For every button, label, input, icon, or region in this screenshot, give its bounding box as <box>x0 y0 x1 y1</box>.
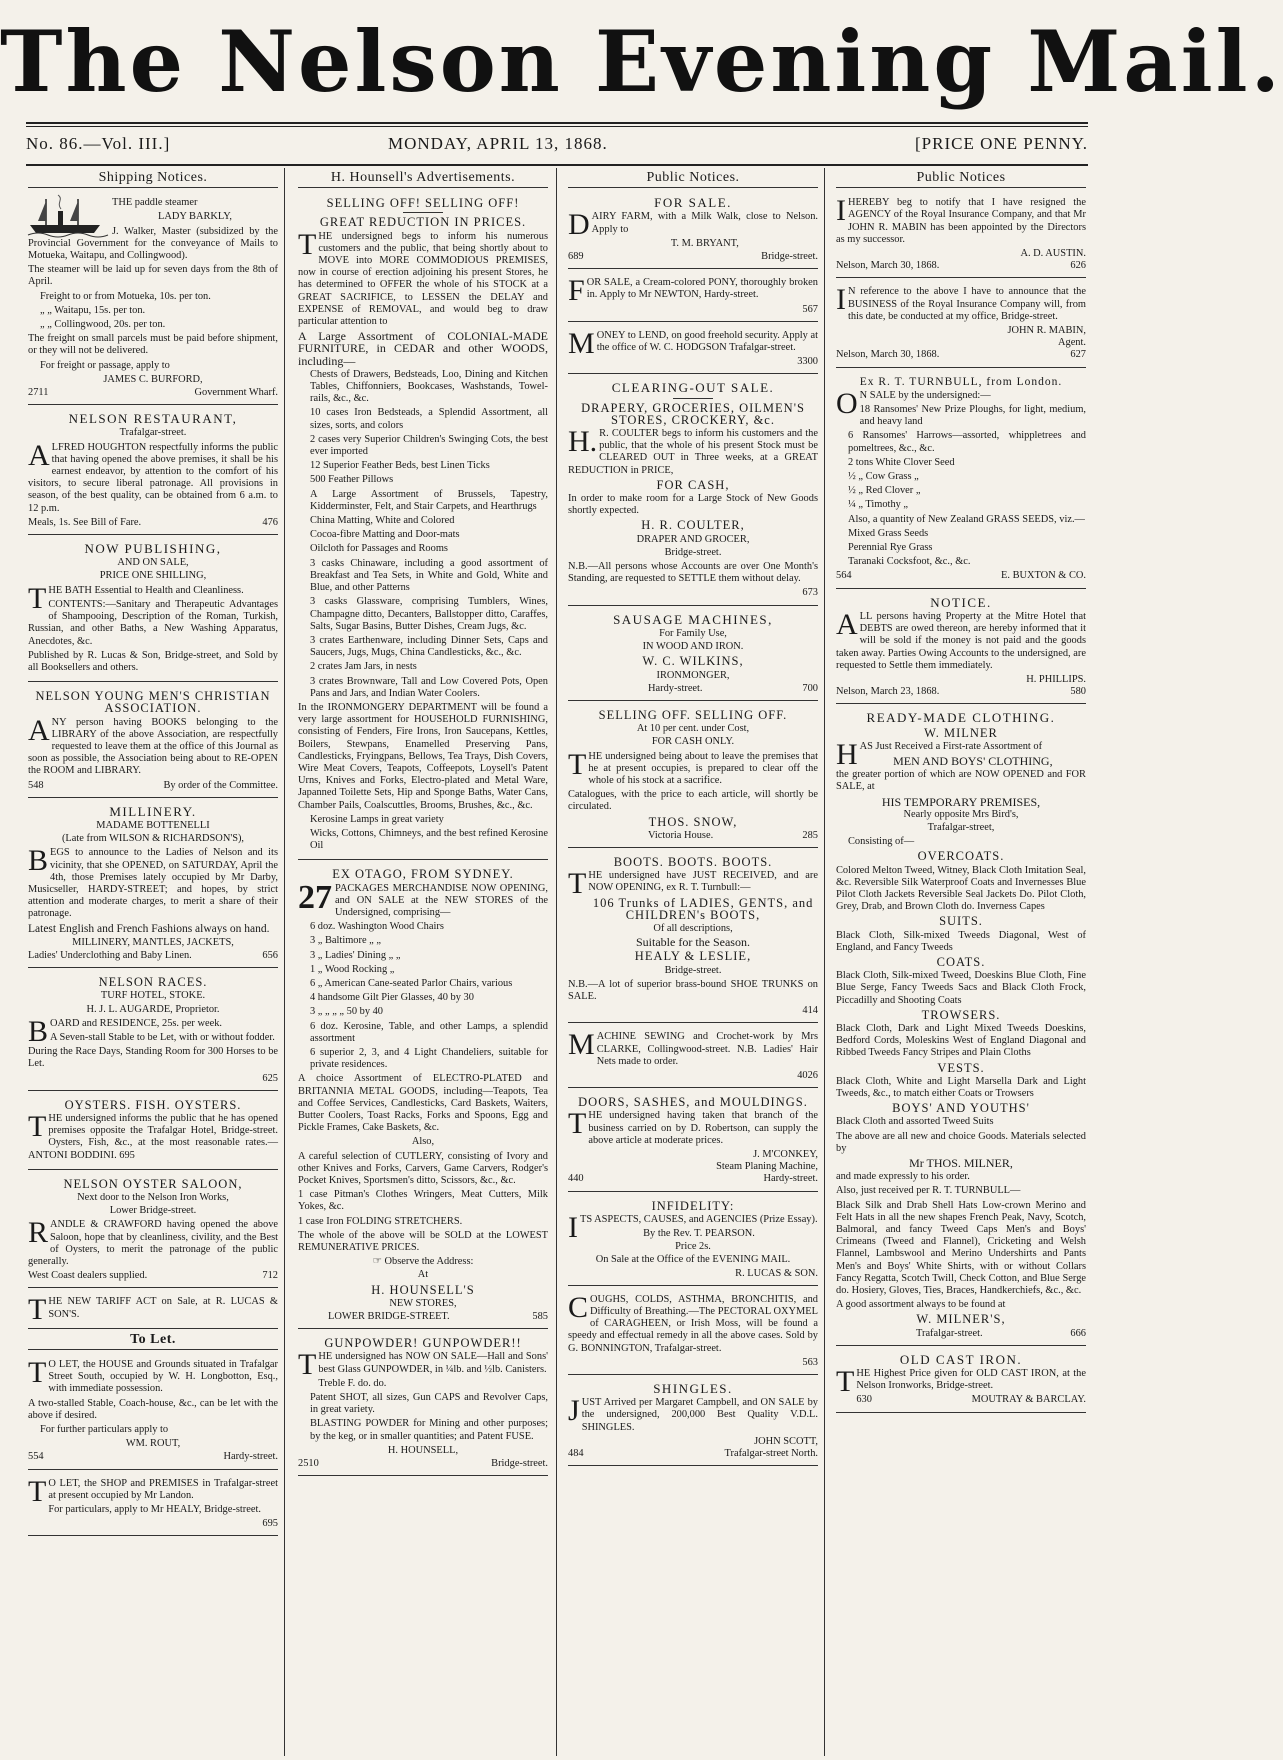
coulter-street: Bridge-street. <box>664 546 722 558</box>
to-let-shop-ad <box>28 1473 278 1537</box>
milner-greater: the greater portion of which are NOW OPENED and FOR SALE, at <box>836 769 1086 793</box>
turnbull-title: Ex R. T. TURNBULL, from London. <box>859 375 1063 388</box>
seed-item: ¼ „ Timothy „ <box>848 499 909 511</box>
wicks: Wicks, Cottons, Chimneys, and the best refined Kerosine Oil <box>310 827 548 852</box>
buxton-name: E. BUXTON & CO. <box>1001 570 1086 582</box>
doors-ad <box>568 1091 818 1191</box>
ymca-body: ANY person having BOOKS belonging to the LIBRARY of the above Association, are respectfully requested to leave them at the office of this Journal as soon as possible, the Association being about to RE-OPEN the ROOM and LIBRARY. <box>28 713 278 777</box>
ship-line: The steamer will be laid up for seven days from the 8th of April. <box>28 264 278 288</box>
coughs-ad <box>568 1289 818 1375</box>
cast-iron-ad <box>836 1349 1086 1413</box>
moutray-name: MOUTRAY & BARCLAY. <box>971 1394 1086 1406</box>
restaurant-ad <box>28 408 278 535</box>
for-sale-title: FOR SALE. <box>654 195 732 211</box>
doors-job: Steam Planing Machine, <box>716 1161 818 1173</box>
races-title: NELSON RACES. <box>98 975 208 990</box>
public-notices-header-2: Public Notices <box>836 170 1086 188</box>
masthead-rule <box>26 122 1088 124</box>
ad-number: 626 <box>1070 260 1086 272</box>
phillips-date: Nelson, March 23, 1868. <box>836 686 940 698</box>
drapery-title: DRAPERY, GROCERIES, OILMEN'S STORES, CROCKERY, &c. <box>581 400 805 427</box>
phillips-name: H. PHILLIPS. <box>1026 673 1086 685</box>
milner-opp: Nearly opposite Mrs Bird's, <box>903 808 1019 820</box>
stock-item: Cocoa-fibre Matting and Door-mats <box>310 529 460 541</box>
ad-number: 695 <box>262 1518 278 1530</box>
seed-item: 18 Ransomes' New Prize Ploughs, for light, medium, and heavy land <box>859 404 1086 428</box>
ad-number: 414 <box>802 1005 818 1017</box>
ad-number: 2510 <box>298 1458 319 1470</box>
publishing-ad <box>28 538 278 682</box>
dairy-ad <box>568 192 818 269</box>
sewing-body: MACHINE SEWING and Crochet-work by Mrs CLARKE, Collingwood-street. N.B. Ladies' Hair Nets made to order. <box>568 1028 818 1067</box>
mabin-date: Nelson, March 30, 1868. <box>836 349 940 361</box>
ad-number: 548 <box>28 779 44 791</box>
mabin-ad <box>836 281 1086 367</box>
ad-number: 3300 <box>797 356 818 368</box>
ad-number: 666 <box>1070 1327 1086 1339</box>
reduction-title: GREAT REDUCTION IN PRICES. <box>319 215 527 230</box>
column-1 <box>28 170 278 1754</box>
column-divider <box>284 168 285 1756</box>
money-ad <box>568 325 818 375</box>
seed-item: ½ „ Cow Grass „ <box>848 471 919 483</box>
snow-house: Victoria House. <box>648 829 714 841</box>
restaurant-body: ALFRED HOUGHTON respectfully informs the public that having opened the above premises, it shall be his earnest endeavor, by attention to the comfort of his visitors, to secure liberal patronage. All provisions in season, of the best quality, can be obtained from 6 a.m. to 12 p.m. <box>28 438 278 514</box>
pony-ad <box>568 272 818 322</box>
saloon-sub: Next door to the Nelson Iron Works, <box>77 1192 229 1204</box>
milner-above: The above are all new and choice Goods. Materials selected by <box>836 1130 1086 1154</box>
austin-date: Nelson, March 30, 1868. <box>836 260 940 272</box>
snow-name: THOS. SNOW, <box>648 814 738 829</box>
coats-title: COATS. <box>936 954 986 969</box>
wilkins-street: Hardy-street. <box>648 682 703 694</box>
selloff-title: SELLING OFF. SELLING OFF. <box>598 707 788 722</box>
races-proprietor: H. J. L. AUGARDE, Proprietor. <box>86 1003 220 1015</box>
ad-number: 285 <box>802 829 818 841</box>
millinery-items: MILLINERY, MANTLES, JACKETS, <box>72 936 234 948</box>
hounsell-address: LOWER BRIDGE-STREET. <box>328 1311 450 1323</box>
scott-name: JOHN SCOTT, <box>754 1435 818 1447</box>
boots-season: Suitable for the Season. <box>636 935 750 950</box>
publishing-sub: AND ON SALE, <box>117 557 189 569</box>
cutlery: A careful selection of CUTLERY, consisting of Ivory and other Knives and Forks, Carvers, Game Carvers, Rodger's Pocket Knives, Sportsmen's ditto, Scissors, &c., &c. <box>298 1150 548 1187</box>
milner-thos: Mr THOS. MILNER, <box>909 1156 1013 1171</box>
oysters-body: THE undersigned informs the public that he has opened premises opposite the Trafalgar Hotel, Bridge-street. Oysters, Fish, &c., at the most reasonable rates.—ANTONI BODDINI. 695 <box>28 1110 278 1161</box>
ad-number: 627 <box>1070 349 1086 361</box>
cash-title: FOR CASH, <box>656 477 730 492</box>
column-divider <box>556 168 557 1756</box>
infidelity-body: ITS ASPECTS, CAUSES, and AGENCIES (Prize Essay). <box>568 1210 818 1244</box>
public-notices-header: Public Notices. <box>568 170 818 188</box>
publishing-publisher: Published by R. Lucas & Son, Bridge-street, and Sold by all Booksellers and others. <box>28 649 278 673</box>
saloon-ad <box>28 1173 278 1289</box>
column-2 <box>298 170 548 1754</box>
selloff-cost: At 10 per cent. under Cost, <box>636 723 750 735</box>
cash-body: In order to make room for a Large Stock of New Goods shortly expected. <box>568 493 818 517</box>
dairy-body: DAIRY FARM, with a Milk Walk, close to Nelson. Apply to <box>568 208 818 242</box>
ad-number: 673 <box>802 587 818 599</box>
gunpowder-ad <box>298 1332 548 1476</box>
stock-item: 3 crates Earthenware, including Dinner Sets, Caps and Saucers, Jugs, Mugs, China Candlesticks, &c., &c. <box>310 634 548 659</box>
milner-name: W. MILNER <box>924 725 998 740</box>
coulter-body: H.R. COULTER begs to inform his customers and the public, that the whole of his present Stock must be CLEARED OUT in Three weeks, at a GREAT REDUCTION in PRICE, <box>568 425 818 476</box>
to-let-house-further: For further particulars apply to <box>40 1424 169 1436</box>
restaurant-street: Trafalgar-street. <box>119 427 187 439</box>
column-4 <box>836 170 1086 1754</box>
vests-title: VESTS. <box>937 1060 985 1075</box>
seed-item: ½ „ Red Clover „ <box>848 485 921 497</box>
saloon-street: Lower Bridge-street. <box>109 1205 197 1217</box>
ship-line: THE paddle steamer <box>112 197 198 209</box>
wringers: 1 case Pitman's Clothes Wringers, Meat Cutters, Milk Yokes, &c. <box>298 1189 548 1213</box>
coulter-ad <box>568 377 818 605</box>
chair-item: 6 superior 2, 3, and 4 Light Chandeliers, suitable for private residences. <box>310 1047 548 1071</box>
stock-item: 3 casks Glassware, comprising Tumblers, Wines, Champagne ditto, Decanters, Ballstopper ditto, Caraffes, Salts, Sugar Basins, Butter Dishes, Cream Jugs, &c. <box>310 596 548 632</box>
sausage-ad <box>568 609 818 701</box>
boots-ad <box>568 851 818 1023</box>
infidelity-price: Price 2s. <box>675 1241 711 1253</box>
ad-number: 484 <box>568 1448 584 1460</box>
races-board: BOARD and RESIDENCE, 25s. per week. <box>28 1014 223 1048</box>
to-let-house-street: Hardy-street. <box>223 1451 278 1463</box>
divider <box>673 398 713 399</box>
gunpowder-line: Treble F. do. do. <box>318 1377 387 1389</box>
oysters-title: OYSTERS. FISH. OYSTERS. <box>64 1097 242 1112</box>
millinery-title: MILLINERY. <box>109 803 197 819</box>
also-label: Also, <box>411 1136 435 1148</box>
ship-line: „ „ Collingwood, 20s. per ton. <box>40 319 166 331</box>
stock-item: Oilcloth for Passages and Rooms <box>310 543 448 555</box>
agency-body: IHEREBY beg to notify that I have resigned the AGENCY of the Royal Insurance Company, and that Mr JOHN R. MABIN has been appointed by the Directors as my successor. <box>836 194 1086 245</box>
shipping-notices-header: Shipping Notices. <box>28 170 278 188</box>
saloon-west: West Coast dealers supplied. <box>28 1270 148 1282</box>
otago-title: EX OTAGO, FROM SYDNEY. <box>332 867 514 882</box>
readymade-title: READY-MADE CLOTHING. <box>866 710 1056 726</box>
milner-men: MEN AND BOYS' CLOTHING, <box>893 753 1053 768</box>
chair-item: 3 „ „ „ „ 50 by 40 <box>310 1006 383 1018</box>
overcoats-title: OVERCOATS. <box>917 849 1005 864</box>
suits-title: SUITS. <box>939 914 983 929</box>
gunpowder-street: Bridge-street. <box>491 1458 548 1470</box>
to-let-house-name: WM. ROUT, <box>125 1438 181 1450</box>
tariff-body: THE NEW TARIFF ACT on Sale, at R. LUCAS & SON'S. <box>28 1293 278 1327</box>
stock-item: 500 Feather Pillows <box>310 474 394 486</box>
stock-item: China Matting, White and Colored <box>310 515 455 527</box>
infidelity-title: INFIDELITY: <box>651 1198 735 1213</box>
millinery-late: (Late from WILSON & RICHARDSON'S), <box>61 833 245 845</box>
ad-number: 630 <box>856 1394 872 1406</box>
stock-item: 10 cases Iron Bedsteads, a Splendid Assortment, all sizes, sorts, and colors <box>310 407 548 431</box>
column-3 <box>568 170 818 1754</box>
ad-number: 554 <box>28 1451 44 1463</box>
ship-line: For freight or passage, apply to <box>40 359 170 371</box>
ad-number: 625 <box>262 1072 278 1084</box>
snow-catalogues: Catalogues, with the price to each article, will shortly be circulated. <box>568 789 818 813</box>
chair-item: 4 handsome Gilt Pier Glasses, 40 by 30 <box>310 992 474 1004</box>
ship-line: The freight on small parcels must be paid before shipment, or they will not be delivered. <box>28 333 278 357</box>
coulter-name: H. R. COULTER, <box>641 518 745 533</box>
at-label: At <box>417 1269 429 1281</box>
hounsell-ad <box>298 192 548 860</box>
sausage-family: For Family Use, <box>659 627 727 639</box>
infidelity-sale: On Sale at the Office of the EVENING MAIL. <box>595 1254 791 1266</box>
stretchers: 1 case Iron FOLDING STRETCHERS. <box>298 1215 463 1227</box>
boots-desc: Of all descriptions, <box>653 922 733 934</box>
wilkins-name: W. C. WILKINS, <box>642 654 744 669</box>
gunpowder-line: BLASTING POWDER for Mining and other purposes; by the keg, or in smaller quantities; and Patent FUSE. <box>310 1418 548 1442</box>
races-ad <box>28 971 278 1091</box>
oldcast-title: OLD CAST IRON. <box>899 1351 1023 1367</box>
chair-item: 3 „ Baltimore „ „ <box>310 935 381 947</box>
issue-number: No. 86.—Vol. III.] <box>26 134 171 153</box>
infidelity-ad <box>568 1195 818 1286</box>
chair-item: 3 „ Ladies' Dining „ „ <box>310 949 401 961</box>
ad-number: 563 <box>802 1356 818 1368</box>
ad-number: 580 <box>1070 686 1086 698</box>
milner-temp: HIS TEMPORARY PREMISES, <box>881 794 1041 809</box>
pony-body: FOR SALE, a Cream-colored PONY, thoroughly broken in. Apply to Mr NEWTON, Hardy-street. <box>568 274 818 308</box>
ship-name: LADY BARKLY, <box>157 211 232 223</box>
stock-item: Chests of Drawers, Bedsteads, Loo, Dining and Kitchen Tables, Chiffonniers, Bookcases, Washstands, Towel-rails, &c., &c. <box>310 368 548 405</box>
trowsers-title: TROWSERS. <box>921 1007 1001 1022</box>
stock-item: 3 casks Chinaware, including a good assortment of Breakfast and Tea Sets, in White and Gold, White and Blue, and other Patterns <box>310 557 548 594</box>
austin-name: A. D. AUSTIN. <box>1020 248 1086 260</box>
otago-ad <box>298 863 548 1329</box>
furniture-heading: A Large Assortment of COLONIAL-MADE FURNITURE, in CEDAR and other WOODS, including— <box>298 329 548 368</box>
stock-item: 12 Superior Feather Beds, best Linen Ticks <box>310 460 490 472</box>
sewing-ad <box>568 1026 818 1088</box>
dairy-street: Bridge-street. <box>761 251 818 263</box>
ironmongery: In the IRONMONGERY DEPARTMENT will be found a very large assortment for HOUSEHOLD FURNISHING, consisting of Fenders, Fire Irons, Iron Saucepans, Kettles, Boilers, Stewpans, Enamelled Preserving Pans, Candlesticks, Fryingpans, Bellows, Tea Trays, Dish Covers, Wire Meat Covers, Teapots, Coffeepots, Loysell's Patent Urns, Knives and Forks, Electro-plated and Metal Ware, Japanned Toilette Sets, Hip and Sponge Baths, Water Cans, Chamber Pails, Coalscuttles, Brooms, Brushes, &c., &c. <box>298 701 548 811</box>
publishing-title: NOW PUBLISHING, <box>84 541 222 557</box>
to-let-house-ad <box>28 1354 278 1470</box>
shingles-body: JUST Arrived per Margaret Campbell, and ON SALE by the undersigned, 200,000 Best Quality V.D.L. SHINGLES. <box>568 1394 818 1433</box>
coulter-job: DRAPER AND GROCER, <box>636 533 750 545</box>
to-let-house-body: TO LET, the HOUSE and Grounds situated in Trafalgar Street South, occupied by W. H. Longbotton, Esq., with immediate possession. <box>28 1356 278 1395</box>
youths-title: BOYS' AND YOUTHS' <box>892 1101 1030 1116</box>
to-let-house-stable: A two-stalled Stable, Coach-house, &c., can be let with the above if desired. <box>28 1397 278 1421</box>
seed-item: 6 Ransomes' Harrows—assorted, whippletrees and pomeltrees, &c., &c. <box>848 430 1086 454</box>
selling-off-title: SELLING OFF! SELLING OFF! <box>326 196 520 211</box>
snow-body: THE undersigned being about to leave the premises that he at present occupies, is prepared to clear off the whole of his stock at a sacrifice. <box>568 747 818 786</box>
oldcast-body: THE Highest Price given for OLD CAST IRON, at the Nelson Ironworks, Bridge-street. <box>836 1365 1086 1399</box>
seed-item: 2 tons White Clover Seed <box>848 456 955 468</box>
notice-title: NOTICE. <box>930 594 992 610</box>
coulter-nb: N.B.—All persons whose Accounts are over One Month's Standing, are requested to SETTLE them without delay. <box>568 561 818 585</box>
money-body: MONEY to LEND, on good freehold security. Apply at the office of W. C. HODGSON Trafalgar-street. <box>568 326 818 360</box>
gunpowder-line: Patent SHOT, all sizes, Gun CAPS and Revolver Caps, in great variety. <box>310 1392 548 1416</box>
stock-item: 2 cases very Superior Children's Swinging Cots, the best ever imported <box>310 433 548 458</box>
seed-item: Also, a quantity of New Zealand GRASS SEEDS, viz.— <box>848 513 1085 525</box>
healy-name: HEALY & LESLIE, <box>634 949 752 964</box>
whole-sold: The whole of the above will be SOLD at the LOWEST REMUNERATIVE PRICES. <box>298 1229 548 1254</box>
observe-address: ☞ Observe the Address: <box>372 1256 474 1268</box>
column-divider <box>824 168 825 1756</box>
hounsell-name: H. HOUNSELL'S <box>371 1282 475 1297</box>
ship-agent: JAMES C. BURFORD, <box>103 373 203 385</box>
tariff-ad <box>28 1291 278 1328</box>
mabin-name: JOHN R. MABIN, <box>1007 325 1086 337</box>
races-stable: A Seven-stall Stable to be Let, with or without fodder. <box>50 1031 275 1043</box>
ad-number: 585 <box>532 1311 548 1323</box>
milners-street: Trafalgar-street. <box>916 1327 983 1339</box>
gunpowder-name: H. HOUNSELL, <box>387 1444 459 1456</box>
milner-ad <box>836 707 1086 1346</box>
milner-has: HAS Just Received a First-rate Assortment of <box>836 737 1043 771</box>
snow-ad <box>568 704 818 848</box>
lamps: Kerosine Lamps in great variety <box>310 813 444 825</box>
seed-item: Mixed Grass Seeds <box>848 527 929 539</box>
infidelity-author: By the Rev. T. PEARSON. <box>643 1228 755 1240</box>
seed-item: Perennial Rye Grass <box>848 542 933 554</box>
divider <box>403 212 443 213</box>
issue-price: [PRICE ONE PENNY. <box>914 134 1088 153</box>
to-let-shop-body: TO LET, the SHOP and PREMISES in Trafalgar-street at present occupied by Mr Landon. <box>28 1474 278 1508</box>
electro-plated: A choice Assortment of ELECTRO-PLATED and BRITANNIA METAL GOODS, including—Teapots, Tea and Coffee Services, Candlesticks, Card Baskets, Waiters, Butter Coolers, Toast Racks, Forks and Spoons, Egg and Pickle Frames, Cake Baskets, &c. <box>298 1073 548 1134</box>
ad-number: 689 <box>568 251 584 263</box>
doors-street: Hardy-street. <box>763 1173 818 1185</box>
masthead <box>0 0 1283 120</box>
ymca-sign: By order of the Committee. <box>163 779 278 791</box>
packages-count: 27 <box>298 878 332 916</box>
onsale-body: ON SALE by the undersigned:— <box>836 386 991 420</box>
chair-item: 6 doz. Washington Wood Chairs <box>310 921 444 933</box>
coughs-body: COUGHS, COLDS, ASTHMA, BRONCHITIS, and Difficulty of Breathing.—The PECTORAL OXYMEL of CARAGHEEN, or Irish Moss, will be found a speedy and effectual remedy in all the above cases. Sold by G. BONNINGTON, Trafalgar-street. <box>568 1290 818 1354</box>
shingles-ad <box>568 1378 818 1466</box>
milner-consisting: Consisting of— <box>848 836 915 848</box>
doors-body: THE undersigned having taken that branch of the business carried on by D. Robertson, can supply the above article at moderate prices. <box>568 1107 818 1146</box>
doors-name: J. M'CONKEY, <box>753 1149 818 1160</box>
ad-number: 476 <box>262 516 278 528</box>
milner-also-items: Black Silk and Drab Shell Hats Low-crown Merino and Felt Hats in all the new shapes French Peak, Navy, Scotch, Balmoral, and fancy Tweed Caps Men's and Boys' Crimeans (Tweed and Flannel), Cricketing and Welsh Flannel, Lambswool and Merino Undershirts and Pants Men's and Boys' White Shirts, with or without Collars Fancy Regatta, Scotch Twill, Check Cotton, and Blue Serge do. Hosiery, Gloves, Ties, Braces, Handkerchiefs, &c., &c. <box>836 1199 1086 1297</box>
trowsers-items: Black Cloth, Dark and Light Mixed Tweeds Doeskins, Bedford Cords, Moleskins West of England Diagonal and Ribbed Tweeds Fancy Stripes and Plain Cloths <box>836 1022 1086 1059</box>
packages-body: PACKAGES MERCHANDISE NOW OPENING, and ON SALE at the NEW STORES of the Undersigned, comprising— <box>335 882 548 918</box>
ymca-ad <box>28 685 278 798</box>
milner-traf: Trafalgar-street, <box>927 821 995 833</box>
races-hotel: TURF HOTEL, STOKE. <box>100 990 206 1002</box>
suits-items: Black Cloth, Silk-mixed Tweeds Diagonal, West of England, and Fancy Tweeds <box>836 929 1086 953</box>
ad-number: 440 <box>568 1173 584 1185</box>
ymca-title: NELSON YOUNG MEN'S CHRISTIAN ASSOCIATION. <box>35 689 271 716</box>
seed-item: Taranaki Cocksfoot, &c., &c. <box>848 556 971 568</box>
scott-street: Trafalgar-street North. <box>724 1448 818 1460</box>
ad-number: 656 <box>262 949 278 961</box>
dateline <box>26 130 1088 162</box>
dateline-rule <box>26 164 1088 166</box>
ship-line: „ „ Waitapu, 15s. per ton. <box>40 304 146 316</box>
buxton-ad <box>836 371 1086 589</box>
newspaper-title: The Nelson Evening Mail. <box>0 12 1283 111</box>
ad-number: 712 <box>262 1270 278 1282</box>
publishing-bath: THE BATH Essential to Health and Cleanliness. <box>28 581 244 615</box>
vests-items: Black Cloth, White and Light Marsella Dark and Light Tweeds, &c., to match either Coats or Trowsers <box>836 1075 1086 1099</box>
dairy-name: T. M. BRYANT, <box>670 237 739 249</box>
restaurant-title: NELSON RESTAURANT, <box>68 411 238 427</box>
millinery-ad <box>28 801 278 968</box>
millinery-name: MADAME BOTTENELLI <box>96 819 210 831</box>
chair-item: 1 „ Wood Rocking „ <box>310 963 395 975</box>
gunpowder-body: THE undersigned has NOW ON SALE—Hall and Sons' best Glass GUNPOWDER, in ¼lb. and ½lb. Canisters. <box>298 1348 548 1382</box>
ad-number: 700 <box>802 682 818 694</box>
issue-date: MONDAY, APRIL 13, 1868. <box>388 134 608 153</box>
infidelity-publisher: R. LUCAS & SON. <box>735 1267 818 1279</box>
milner-also: Also, just received per R. T. TURNBULL— <box>836 1185 1021 1197</box>
mitre-notice-ad <box>836 592 1086 705</box>
milner-good: A good assortment always to be found at <box>836 1299 1006 1311</box>
sausage-title: SAUSAGE MACHINES, <box>613 611 773 627</box>
races-during: During the Race Days, Standing Room for 300 Horses to be Let. <box>28 1046 278 1070</box>
masthead-rule-thin <box>26 126 1088 127</box>
ship-place: Government Wharf. <box>194 387 278 399</box>
hounsell-header: H. Hounsell's Advertisements. <box>298 170 548 188</box>
stock-item: 3 crates Brownware, Tall and Low Covered Pots, Open Pans and Jars, and Indian Water Coolers. <box>310 675 548 699</box>
sausage-material: IN WOOD AND IRON. <box>642 641 744 653</box>
agency-ad <box>836 192 1086 278</box>
milner-made: and made expressly to his order. <box>836 1171 970 1183</box>
millinery-linen: Ladies' Underclothing and Baby Linen. <box>28 949 192 961</box>
boots-trunks: 106 Trunks of LADIES, GENTS, and CHILDREN's BOOTS, <box>592 895 814 922</box>
to-let-header: To Let. <box>28 1332 278 1350</box>
publishing-price: PRICE ONE SHILLING, <box>99 570 207 582</box>
stock-item: 2 crates Jam Jars, in nests <box>310 661 417 673</box>
youths-items: Black Cloth and assorted Tweed Suits <box>836 1116 994 1128</box>
selloff-cash: FOR CASH ONLY. <box>651 736 735 748</box>
stock-item: A Large Assortment of Brussels, Tapestry, Kidderminster, Felt, and Stair Carpets, and Hearthrugs <box>310 488 548 512</box>
restaurant-meals: Meals, 1s. See Bill of Fare. <box>28 516 142 528</box>
ad-number: 4026 <box>797 1069 818 1081</box>
boots-body: THE undersigned have JUST RECEIVED, and are NOW OPENING, ex R. T. Turnbull:— <box>568 867 818 901</box>
ad-number: 2711 <box>28 387 49 399</box>
hounsell-stores: NEW STORES, <box>389 1297 457 1309</box>
publishing-contents: CONTENTS:—Sanitary and Therapeutic Advantages of Shampooing, Description of the Roman, Turkish, Russian, and other Baths, a New Washing Apparatus, Anecdotes, &c. <box>28 598 278 647</box>
milners-name: W. MILNER'S, <box>916 1312 1006 1327</box>
mabin-body: IN reference to the above I have to announce that the BUSINESS of the Royal Insurance Company will, from this date, be conducted at my office, Bridge-street. <box>836 283 1086 322</box>
millinery-latest: Latest English and French Fashions always on hand. <box>28 922 270 935</box>
millinery-body: BEGS to announce to the Ladies of Nelson and its vicinity, that she OPENED, on SATURDAY, April the 4th, those Premises lately occupied by Mr Darby, Musicseller, HARDY-STREET; and hopes, by strict attention and moderate charges, to merit a share of their patronage. <box>28 844 278 920</box>
clearing-title: CLEARING-OUT SALE. <box>611 380 775 396</box>
saloon-body: RANDLE & CRAWFORD having opened the above Saloon, hope that by cleanliness, civility, and the Best of Oysters, to merit the patronage of the public generally. <box>28 1216 278 1268</box>
overcoats-items: Colored Melton Tweed, Witney, Black Cloth Imitation Seal, &c. Reversible Silk Waterproof Coats and Invernesses Blue Pilot Cloth Jackets Reversible Seal Jackets Do. Pilot Cloth, Grey, Drab, and Brown Cloth do. Inverness Capes <box>836 864 1086 913</box>
boots-title: BOOTS. BOOTS. BOOTS. <box>613 854 773 869</box>
gunpowder-title: GUNPOWDER! GUNPOWDER!! <box>324 1336 522 1351</box>
steamship-icon <box>28 195 108 237</box>
chair-item: 6 doz. Kerosine, Table, and other Lamps, a splendid assortment <box>310 1020 548 1044</box>
hounsell-intro: THE undersigned begs to inform his numerous customers and the public, that being shortly about to MOVE into MORE COMMODIOUS PREMISES, now in course of erection adjoining his present Stores, he has determined to OFFER the whole of his STOCK at a GREAT SACRIFICE, to LESSEN the DELAY and EXPENSE of REMOVAL, and would beg to draw particular attention to <box>298 227 548 328</box>
saloon-title: NELSON OYSTER SALOON, <box>63 1176 243 1191</box>
notice-body: ALL persons having Property at the Mitre Hotel that DEBTS are owed thereon, are hereby informed that it will be sold if the money is not paid and the goods taken away. Parties Owing Accounts to the undersigned, are requested to Settle them immediately. <box>836 607 1086 671</box>
mabin-role: Agent. <box>1058 337 1086 349</box>
wilkins-job: IRONMONGER, <box>656 669 730 681</box>
healy-street: Bridge-street. <box>664 964 722 976</box>
healy-nb: N.B.—A lot of superior brass-bound SHOE TRUNKS on SALE. <box>568 978 818 1002</box>
ad-number: 564 <box>836 570 852 582</box>
shipping-ad <box>28 192 278 405</box>
coats-items: Black Cloth, Silk-mixed Tweed, Doeskins Blue Cloth, Fine Blue Serge, Fancy Tweeds Sacs and Black Cloth Frock, Piccadilly and Shooting Coats <box>836 970 1086 1006</box>
ship-line: Freight to or from Motueka, 10s. per ton. <box>40 290 211 302</box>
ship-line: J. Walker, Master (subsidized by the Provincial Government for the conveyance of Mails to Motueka, Waitapu, and Collingwood). <box>28 225 278 262</box>
chair-item: 6 „ American Cane-seated Parlor Chairs, various <box>310 977 513 989</box>
to-let-shop-particulars: For particulars, apply to Mr HEALY, Bridge-street. <box>48 1504 261 1516</box>
ad-number: 567 <box>802 303 818 315</box>
oysters-ad <box>28 1094 278 1170</box>
doors-title: DOORS, SASHES, and MOULDINGS. <box>578 1095 808 1110</box>
shingles-title: SHINGLES. <box>653 1381 733 1397</box>
